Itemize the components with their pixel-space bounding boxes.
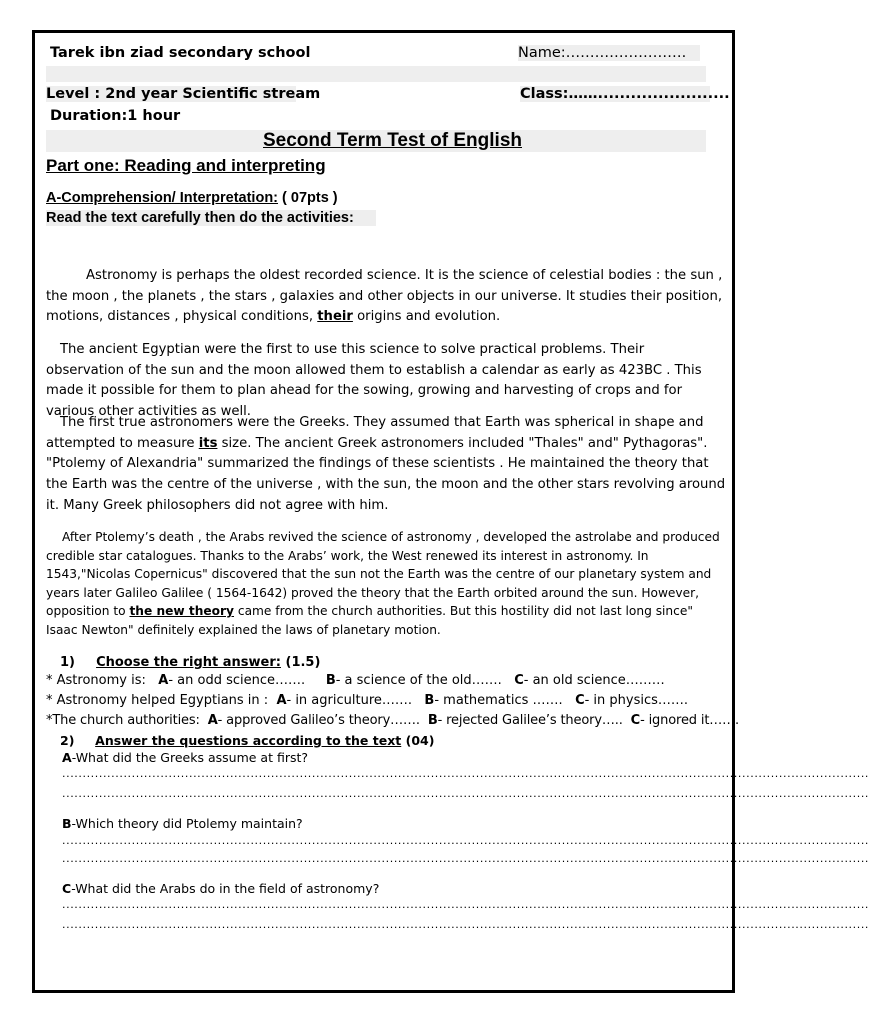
q2-b-text: -Which theory did Ptolemy maintain? xyxy=(71,816,303,831)
q1-item-1-c: - an old science……… xyxy=(523,673,665,688)
section-a-instruction: Read the text carefully then do the activities: xyxy=(46,210,376,226)
q1-item-1-a-letter: A xyxy=(158,673,169,688)
q2-points: (04) xyxy=(401,733,435,748)
answer-line[interactable]: ..................................................................................................................................................................................................... xyxy=(62,852,869,865)
section-a-points: ( 07pts ) xyxy=(278,190,338,206)
q2-number: 2) xyxy=(60,733,75,748)
p1-end: origins and evolution. xyxy=(352,309,501,325)
paragraph-4 xyxy=(46,528,726,640)
shade-bar xyxy=(46,66,706,82)
p3-underlined: its xyxy=(198,435,218,451)
q1-item-1 xyxy=(46,673,665,688)
p1-text: Astronomy is perhaps the oldest recorded science. It is the science of celestial bodies : the sun , the moon , the planets , the stars , galaxies and other objects in our universe. It studies their position, motions, distances , physical conditions, xyxy=(46,268,723,325)
name-field: Name:……………………. xyxy=(518,45,700,61)
q1-item-1-c-letter: C xyxy=(514,673,524,688)
section-a-title: A-Comprehension/ Interpretation: xyxy=(46,190,279,206)
section-a-heading xyxy=(46,190,338,206)
p4-underlined: the new theory xyxy=(129,604,235,619)
q1-points: (1.5) xyxy=(280,655,321,670)
q1-item-3-c-letter: C xyxy=(630,713,641,728)
q2-a-text: -What did the Greeks assume at first? xyxy=(71,750,309,765)
answer-line[interactable]: ..................................................................................................................................................................................................... xyxy=(62,834,869,847)
q1-item-3-a: - approved Galileo’s theory……. xyxy=(217,713,420,728)
q1-heading xyxy=(60,655,320,670)
q1-item-2-a: - in agriculture……. xyxy=(286,693,413,708)
part-one-heading: Part one: Reading and interpreting xyxy=(46,156,326,175)
q1-item-2-b-letter: B xyxy=(424,693,435,708)
level-line: Level : 2nd year Scientific stream xyxy=(46,86,321,102)
q2-a-letter: A xyxy=(62,750,72,765)
q1-item-3-c: - ignored it……. xyxy=(640,713,739,728)
q1-item-2 xyxy=(46,693,688,708)
q2-heading xyxy=(60,733,434,748)
answer-line[interactable]: ..................................................................................................................................................................................................... xyxy=(62,787,869,800)
q1-title: Choose the right answer: xyxy=(96,655,281,670)
p4-text: After Ptolemy’s death , the Arabs revived the science of astronomy , developed the astrolabe and produced credible star catalogues. Thanks to the Arabs’ work, the West renewed its interest in astronomy. In 1543,"Nicolas Copernicus" discovered that the sun not the Earth was the centre of our planetary system and years later Galileo Galilee ( 1564-1642) proved the theory that the Earth orbited around the sun. However, opposition to xyxy=(46,530,720,619)
p1-underlined: their xyxy=(317,309,353,325)
q2-c-text: -What did the Arabs do in the field of astronomy? xyxy=(71,881,380,896)
q2-question-a xyxy=(62,750,308,765)
q1-item-2-c-letter: C xyxy=(575,693,585,708)
q1-item-2-stem: * Astronomy helped Egyptians in : xyxy=(46,693,269,708)
class-field: Class:……........................ xyxy=(520,86,730,102)
q2-b-letter: B xyxy=(62,816,72,831)
q1-item-2-c: - in physics……. xyxy=(584,693,689,708)
q1-number: 1) xyxy=(60,655,75,670)
q1-item-3-a-letter: A xyxy=(207,713,218,728)
q1-item-3-stem: *The church authorities: xyxy=(46,713,200,728)
q1-item-1-a: - an odd science……. xyxy=(168,673,306,688)
q2-c-letter: C xyxy=(62,881,72,896)
answer-line[interactable]: ..................................................................................................................................................................................................... xyxy=(62,918,869,931)
paragraph-1 xyxy=(46,266,726,328)
p3-end: size. The ancient Greek astronomers included "Thales" and" Pythagoras". "Ptolemy of Alexandria" summarized the findings of these scientists . He maintained the theory that the Earth was the centre of the universe , with the sun, the moon and the other stars revolving around it. Many Greek philosophers did not agree with him. xyxy=(46,435,726,513)
q1-item-3-b-letter: B xyxy=(427,713,438,728)
q2-title: Answer the questions according to the text xyxy=(95,733,402,748)
q1-item-3 xyxy=(46,713,739,728)
answer-line[interactable]: ..................................................................................................................................................................................................... xyxy=(62,898,869,911)
paragraph-2: The ancient Egyptian were the first to use this science to solve practical problems. Their observation of the sun and the moon allowed them to establish a calendar as early as 423BC . This made it possible for them to plan ahead for the sowing, growing and harvesting of crops and for various other activities as well. xyxy=(46,342,702,420)
q2-question-b xyxy=(62,816,303,831)
paragraph-3 xyxy=(46,413,726,517)
answer-line[interactable]: ..................................................................................................................................................................................................... xyxy=(62,767,869,780)
q1-item-1-stem: * Astronomy is: xyxy=(46,673,146,688)
q2-question-c xyxy=(62,881,379,896)
q1-item-1-b-letter: B xyxy=(325,673,336,688)
p4-end: came from the church authorities. But this hostility did not last long since" Isaac Newton" definitely explained the laws of planetary motion. xyxy=(46,604,693,637)
school-name: Tarek ibn ziad secondary school xyxy=(50,45,311,61)
test-title: Second Term Test of English xyxy=(263,130,522,151)
duration: Duration:1 hour xyxy=(50,108,181,124)
q1-item-1-b: - a science of the old……. xyxy=(335,673,502,688)
p3-text: The first true astronomers were the Greeks. They assumed that Earth was spherical in shape and attempted to measure xyxy=(46,415,704,451)
q1-item-2-b: - mathematics ……. xyxy=(434,693,563,708)
q1-item-3-b: - rejected Galilee’s theory….. xyxy=(437,713,623,728)
q1-item-2-a-letter: A xyxy=(276,693,287,708)
